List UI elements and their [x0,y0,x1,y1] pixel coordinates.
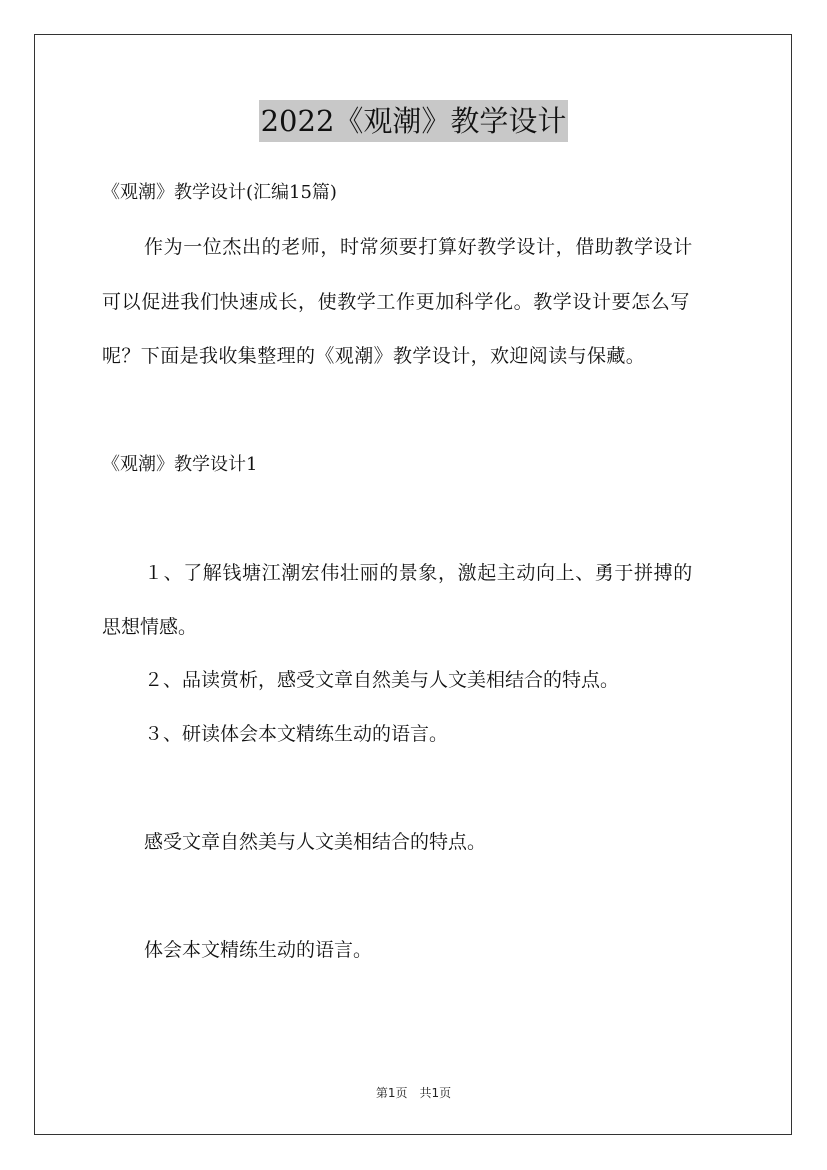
title-container [0,100,827,142]
document-subtitle: 《观潮》教学设计(汇编15篇) [102,182,337,203]
section-heading: 《观潮》教学设计1 [102,454,258,475]
intro-line-1: 作为一位杰出的老师，时常须要打算好教学设计，借助教学设计 [144,236,693,258]
key-point: 感受文章自然美与人文美相结合的特点。 [144,831,487,853]
objective-line-2: ２、品读赏析，感受文章自然美与人文美相结合的特点。 [144,669,620,691]
objective-line-3: ３、研读体会本文精练生动的语言。 [144,723,449,745]
intro-line-3: 呢？下面是我收集整理的《观潮》教学设计，欢迎阅读与保藏。 [102,345,646,367]
objective-line-1: １、了解钱塘江潮宏伟壮丽的景象，激起主动向上、勇于拼搏的 [144,562,693,584]
difficult-point: 体会本文精练生动的语言。 [144,939,373,961]
objective-line-1-cont: 思想情感。 [102,616,198,638]
intro-line-2: 可以促进我们快速成长，使教学工作更加科学化。教学设计要怎么写 [102,291,691,313]
document-title: 2022《观潮》教学设计 [259,100,569,142]
page-footer: 第1页 共1页 [375,1086,452,1100]
